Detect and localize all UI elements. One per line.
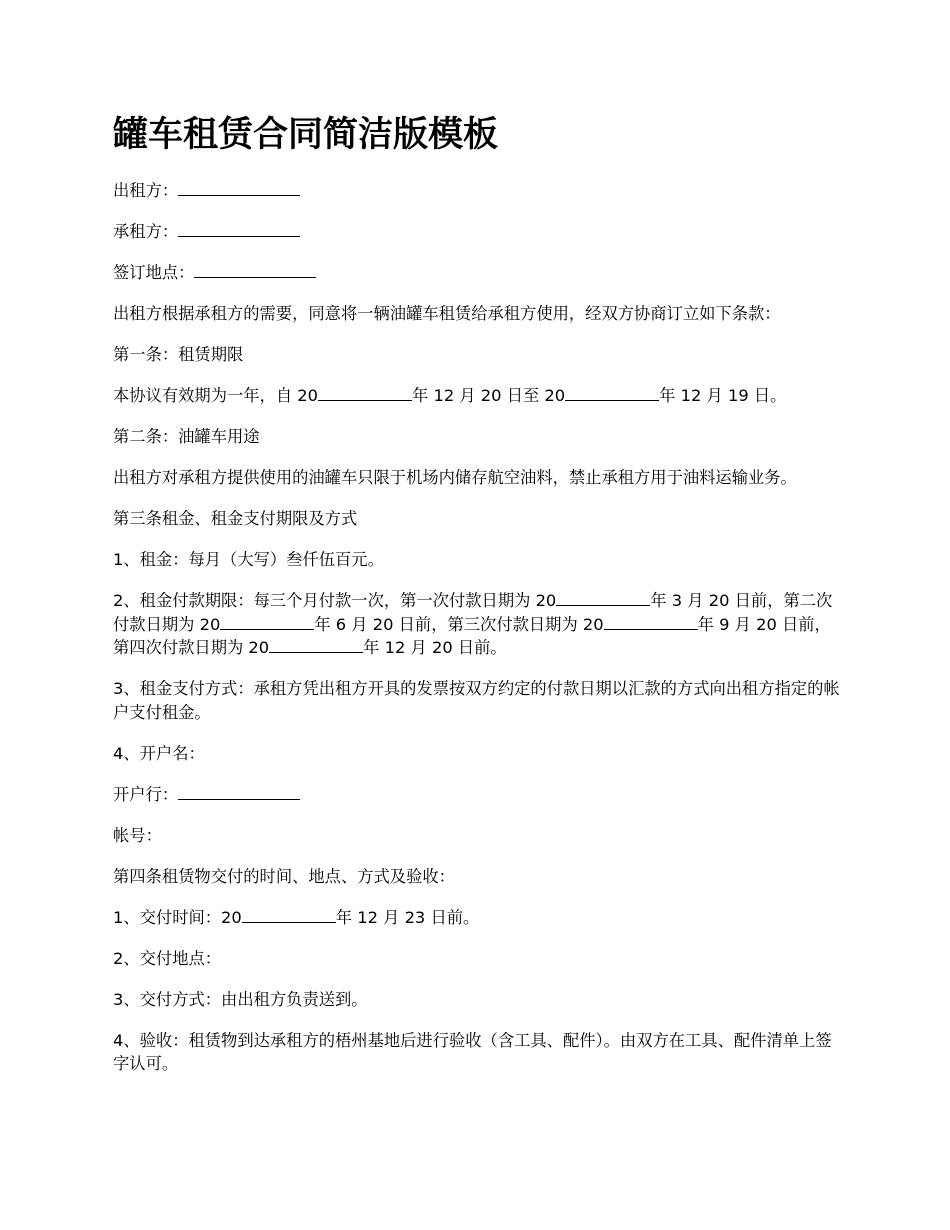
article-1-text-part: 本协议有效期为一年，自 20 (113, 386, 318, 405)
article-3-item-2-part: 年 3 月 20 日前，第二次付款日期为 20 (113, 591, 833, 634)
intro-paragraph: 出租方根据承租方的需要，同意将一辆油罐车租赁给承租方使用，经双方协商订立如下条款： (113, 304, 781, 323)
lessee-line (113, 220, 845, 244)
document-title: 罐车租赁合同简洁版模板 (113, 115, 499, 155)
document-body (113, 179, 845, 1093)
lessor-line (113, 179, 845, 203)
article-1-text (113, 384, 845, 408)
article-3-item-3: 3、租金支付方式：承租方凭出租方开具的发票按双方约定的付款日期以汇款的方式向出租方指定的帐户支付租金。 (113, 679, 840, 722)
signing-place-line (113, 261, 845, 285)
article-2-title: 第二条：油罐车用途 (113, 427, 260, 446)
year-blank (565, 384, 659, 401)
article-3-item-2 (113, 589, 845, 660)
lessor-label: 出租方： (113, 181, 179, 200)
article-4-item-2: 2、交付地点： (113, 948, 222, 968)
article-1-text-part: 年 12 月 20 日至 20 (412, 386, 566, 405)
article-4-item-1 (113, 906, 845, 930)
signing-place-blank (194, 261, 316, 278)
article-3-title: 第三条租金、租金支付期限及方式 (113, 509, 358, 528)
year-blank (220, 613, 314, 630)
bank-blank (178, 783, 300, 800)
year-blank (318, 384, 412, 401)
article-3-item-2-part: 年 12 月 20 日前。 (363, 638, 507, 657)
article-3-item-1: 1、租金：每月（大写）叁仟伍百元。 (113, 550, 384, 569)
year-blank (556, 589, 650, 606)
article-4-item-1-part: 1、交付时间：20 (113, 907, 242, 927)
bank-label: 开户行： (113, 784, 179, 804)
article-4-title: 第四条租赁物交付的时间、地点、方式及验收： (113, 866, 455, 886)
article-4-item-3: 3、交付方式：由出租方负责送到。 (113, 989, 368, 1009)
year-blank (242, 906, 336, 923)
lessee-label: 承租方： (113, 222, 179, 241)
article-3-item-2-part: 年 6 月 20 日前，第三次付款日期为 20 (314, 614, 604, 634)
article-1-title: 第一条：租赁期限 (113, 345, 244, 364)
year-blank (604, 613, 698, 630)
article-4-item-4: 4、验收：租赁物到达承租方的梧州基地后进行验收（含工具、配件）。由双方在工具、配件清单上签字认可。 (113, 1030, 832, 1073)
bank-line (113, 783, 845, 807)
article-1-text-part: 年 12 月 19 日。 (659, 386, 787, 405)
account-line: 帐号： (113, 825, 162, 845)
article-3-item-4: 4、开户名： (113, 743, 205, 763)
year-blank (269, 636, 363, 653)
lessee-blank (178, 220, 300, 237)
lessor-blank (178, 179, 300, 196)
article-2-text: 出租方对承租方提供使用的油罐车只限于机场内储存航空油料，禁止承租方用于油料运输业务。 (113, 468, 797, 487)
article-4-item-1-part: 年 12 月 23 日前。 (335, 907, 480, 927)
article-3-item-2-part: 2、租金付款期限：每三个月付款一次，第一次付款日期为 20 (113, 591, 557, 610)
article-3-item-2-part: 年 9 月 20 日前，第四次付款日期为 20 (113, 614, 831, 657)
signing-place-label: 签订地点： (113, 263, 195, 282)
